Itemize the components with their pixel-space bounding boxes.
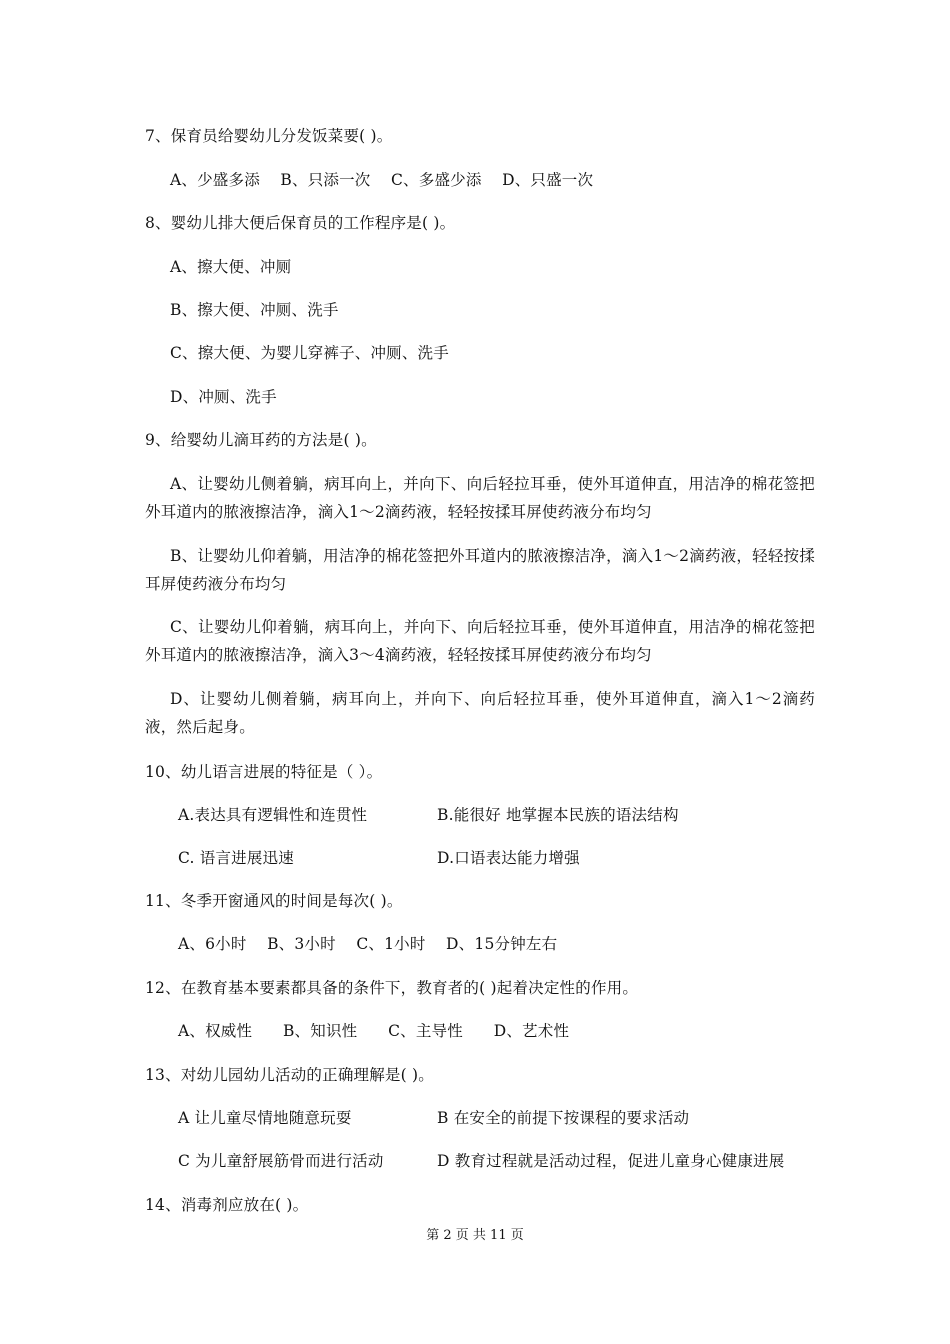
question-9-option-c-text: C、让婴幼儿仰着躺，病耳向上，并向下、向后轻拉耳垂，使外耳道伸直，用洁净的棉花签把外耳道内的脓液擦洁净，滴入3～4滴药液，轻轻按揉耳屏使药液分布均匀 <box>145 618 815 664</box>
question-9-option-d <box>145 685 815 741</box>
question-11-options: A、6小时 B、3小时 C、1小时 D、15分钟左右 <box>178 935 558 953</box>
question-10-stem: 10、幼儿语言进展的特征是（ ）。 <box>145 763 383 781</box>
question-12-options: A、权威性 B、知识性 C、主导性 D、艺术性 <box>178 1022 570 1040</box>
question-13-stem: 13、对幼儿园幼儿活动的正确理解是( )。 <box>145 1066 434 1084</box>
question-7-stem: 7、保育员给婴幼儿分发饭菜要( )。 <box>145 127 393 145</box>
question-7-options: A、少盛多添 B、只添一次 C、多盛少添 D、只盛一次 <box>170 171 594 189</box>
question-8-option-a: A、擦大便、冲厕 <box>170 258 292 276</box>
question-10-option-b: B.能很好 地掌握本民族的语法结构 <box>437 806 679 824</box>
question-9-stem: 9、给婴幼儿滴耳药的方法是( )。 <box>145 431 377 449</box>
question-8-option-b: B、擦大便、冲厕、洗手 <box>170 301 339 319</box>
question-8-option-c: C、擦大便、为婴儿穿裤子、冲厕、洗手 <box>170 344 449 362</box>
question-8-option-d: D、冲厕、洗手 <box>170 388 277 406</box>
question-9-option-d-text: D、让婴幼儿侧着躺，病耳向上，并向下、向后轻拉耳垂，使外耳道伸直，滴入1～2滴药液，然后起身。 <box>145 690 815 736</box>
question-9-option-b <box>145 542 815 598</box>
question-12-stem: 12、在教育基本要素都具备的条件下，教育者的( )起着决定性的作用。 <box>145 979 639 997</box>
question-13-option-d: D 教育过程就是活动过程，促进儿童身心健康进展 <box>437 1152 785 1170</box>
question-9-option-a <box>145 470 815 526</box>
question-10-option-a: A.表达具有逻辑性和连贯性 <box>178 806 368 824</box>
question-9-option-b-text: B、让婴幼儿仰着躺，用洁净的棉花签把外耳道内的脓液擦洁净，滴入1～2滴药液，轻轻按揉耳屏使药液分布均匀 <box>145 547 815 593</box>
page-number-footer: 第 2 页 共 11 页 <box>426 1228 524 1243</box>
question-14-stem: 14、消毒剂应放在( )。 <box>145 1196 309 1214</box>
question-9-option-a-text: A、让婴幼儿侧着躺，病耳向上，并向下、向后轻拉耳垂，使外耳道伸直，用洁净的棉花签把外耳道内的脓液擦洁净，滴入1～2滴药液，轻轻按揉耳屏使药液分布均匀 <box>145 475 815 521</box>
question-11-stem: 11、冬季开窗通风的时间是每次( )。 <box>145 892 403 910</box>
question-10-option-d: D.口语表达能力增强 <box>437 849 580 867</box>
question-10-option-c: C. 语言进展迅速 <box>178 849 294 867</box>
question-9-option-c <box>145 613 815 669</box>
question-8-stem: 8、婴幼儿排大便后保育员的工作程序是( )。 <box>145 214 456 232</box>
question-13-option-b: B 在安全的前提下按课程的要求活动 <box>437 1109 690 1127</box>
question-13-option-c: C 为儿童舒展筋骨而进行活动 <box>178 1152 384 1170</box>
question-13-option-a: A 让儿童尽情地随意玩耍 <box>178 1109 352 1127</box>
